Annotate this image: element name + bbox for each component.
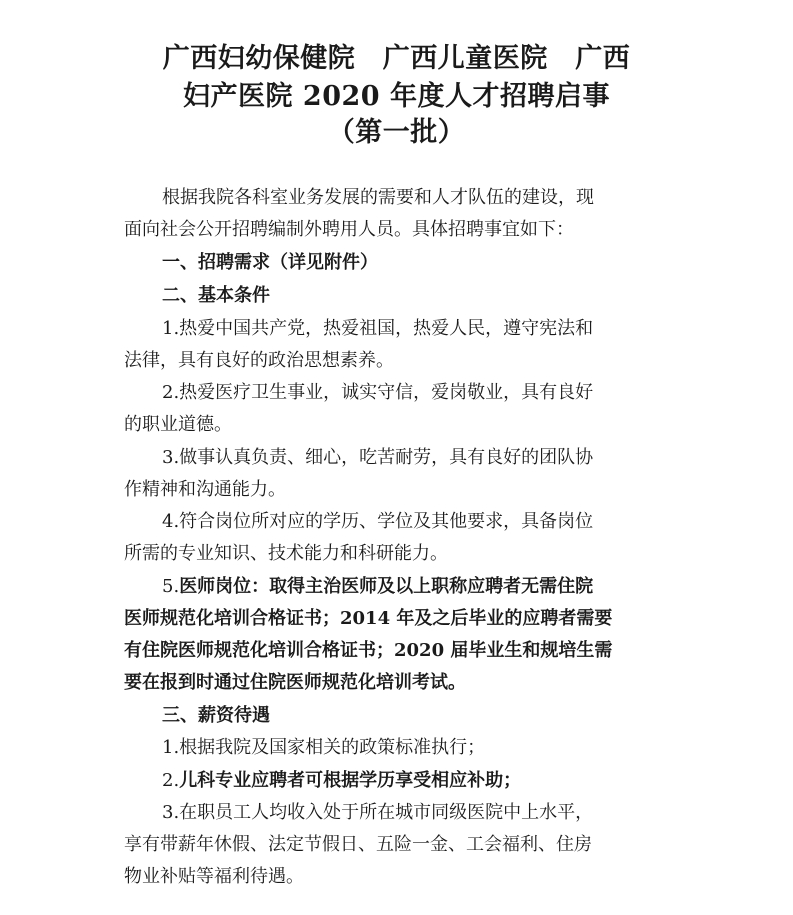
benefit-3-line-1: 3.在职员工人均收入处于所在城市同级医院中上水平， [162, 802, 594, 823]
condition-1-line-1: 1.热爱中国共产党，热爱祖国，热爱人民，遵守宪法和 [162, 318, 594, 339]
benefit-1: 1.根据我院及国家相关的政策标准执行； [162, 737, 486, 758]
section-2-heading: 二、基本条件 [162, 285, 270, 306]
condition-4-line-2: 所需的专业知识、技术能力和科研能力。 [124, 543, 448, 564]
condition-5-line-3: 有住院医师规范化培训合格证书；2020 届毕业生和规培生需 [124, 640, 613, 661]
condition-3-line-1: 3.做事认真负责、细心，吃苦耐劳，具有良好的团队协 [162, 447, 594, 468]
condition-5-number: 5. [162, 576, 180, 597]
benefit-3-line-2: 享有带薪年休假、法定节假日、五险一金、工会福利、住房 [124, 834, 592, 855]
intro-line-2: 面向社会公开招聘编制外聘用人员。具体招聘事宜如下： [124, 219, 574, 240]
condition-5-line-4: 要在报到时通过住院医师规范化培训考试。 [124, 672, 466, 693]
condition-5-text: 医师岗位：取得主治医师及以上职称应聘者无需住院 [179, 576, 594, 597]
condition-5-line-2: 医师规范化培训合格证书；2014 年及之后毕业的应聘者需要 [124, 608, 613, 629]
document-title-line-3: （第一批） [327, 117, 466, 148]
intro-line-1: 根据我院各科室业务发展的需要和人才队伍的建设，现 [162, 187, 594, 208]
condition-5-line-1 [162, 575, 593, 599]
benefit-2-text: 儿科专业应聘者可根据学历享受相应补助； [179, 770, 522, 791]
benefit-2 [162, 769, 521, 793]
condition-1-line-2: 法律，具有良好的政治思想素养。 [124, 350, 394, 371]
benefit-3-line-3: 物业补贴等福利待遇。 [124, 866, 304, 887]
condition-2-line-1: 2.热爱医疗卫生事业，诚实守信，爱岗敬业，具有良好 [162, 382, 594, 403]
condition-2-line-2: 的职业道德。 [124, 414, 232, 435]
document-title-line-1: 广西妇幼保健院 广西儿童医院 广西 [162, 43, 631, 74]
condition-3-line-2: 作精神和沟通能力。 [124, 479, 286, 500]
section-1-heading: 一、招聘需求（详见附件） [162, 252, 378, 273]
benefit-2-number: 2. [162, 770, 180, 791]
section-3-heading: 三、薪资待遇 [162, 705, 270, 726]
condition-4-line-1: 4.符合岗位所对应的学历、学位及其他要求，具备岗位 [162, 511, 594, 532]
document-title-line-2: 妇产医院 2020 年度人才招聘启事 [183, 81, 610, 112]
